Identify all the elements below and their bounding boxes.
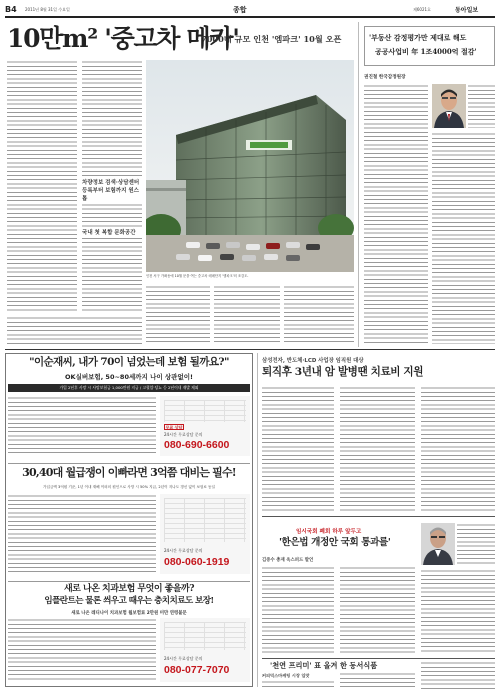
- column-headline-line1: '부동산 감정평가만 제대로 해도: [369, 33, 467, 42]
- ad2-phone[interactable]: 080-060-1919: [164, 556, 230, 568]
- ad2-side-panel: [160, 494, 250, 574]
- issue-date: 2011년 8월 31일 수요일: [25, 7, 70, 12]
- ad1-table-grid: [164, 400, 246, 422]
- column-portrait: [432, 84, 466, 128]
- ad2-band: 가입금액 3억원 기준, 1년 이내 재해 이외의 원인으로 사망 시 50% 지급, 2년이 지나도 갱신 없이 보험료 동일: [43, 485, 215, 489]
- photo-caption: 인천 서구 가좌동에 10월 문을 여는 중고차 매매단지 '엠파크'의 조감도.: [146, 274, 249, 278]
- lead-deck: 7000대 규모 인천 '엠파크' 10월 오픈: [201, 34, 342, 44]
- story4-subhead: 커피믹스마케팅 시장 입맛: [262, 673, 310, 678]
- story2-kicker: 삼성전자, 반도체·LCD 사업장 임직원 대상: [262, 358, 364, 364]
- paper-name: 동아일보: [455, 7, 479, 14]
- column-headline-line2: 공공사업비 年 1조4000억 절감': [375, 47, 477, 56]
- story2-rule: [262, 516, 495, 517]
- column-body-side: [468, 84, 495, 128]
- story3-headline: '한은법 개정안 국회 통과를': [279, 537, 391, 548]
- lead-subhead-1: 차량정보 검색·상담센터: [82, 178, 142, 186]
- ad-divider-2: [8, 581, 250, 582]
- story4-body-col1: [262, 680, 334, 689]
- lead-subhead-2: 등록부터 보험까지 원스톱: [82, 186, 142, 202]
- lead-body-col3: [146, 285, 210, 345]
- portrait-illustration: [432, 84, 466, 128]
- lower-divider: [257, 353, 258, 687]
- lead-subhead-3: 국내 첫 복합 문화공간: [82, 228, 142, 236]
- story3-body-col1: [262, 566, 334, 654]
- ad3-table-grid: [164, 622, 246, 650]
- header-rule: [5, 16, 495, 18]
- ad1-phone[interactable]: 080-690-6600: [164, 439, 230, 451]
- story4-body-col2: [340, 672, 415, 689]
- story3-body-side: [457, 523, 495, 565]
- ad3-subtitle: 새로 나온 레디나이 치과보험 월보험료 2만원 미만 연령불문: [71, 611, 187, 616]
- lead-headline: 10만m² '중고차 메카': [7, 24, 239, 53]
- story4-headline: '천연 프리미' 표 올겨 한 동서식품: [270, 661, 378, 670]
- ad3-fineprint: [8, 618, 156, 682]
- story2-body-col1: [262, 386, 334, 512]
- ad3-phone[interactable]: 080-077-7070: [164, 664, 230, 676]
- story3-body-col2: [340, 566, 415, 654]
- ad2-table-grid: [164, 498, 246, 542]
- ad2-title: 30,40대 월급쟁이 이빠라면 3억쯤 대비는 필수!: [22, 466, 236, 479]
- ad1-contact-label: 24시간 무료상담 문의: [164, 432, 203, 437]
- column-interviewee: 권진철 한국감정원장: [364, 75, 406, 80]
- lead-body-continued: [7, 316, 142, 345]
- ad1-fineprint: [8, 396, 156, 456]
- building-photo-illustration: [146, 60, 354, 272]
- column-headline-box: [364, 26, 495, 66]
- ad2-contact-label: 24시간 무료상담 문의: [164, 548, 203, 553]
- ad3-contact-label: 24시간 무료상담 문의: [164, 656, 203, 661]
- column-body-col2: [432, 132, 495, 344]
- lead-photo: [146, 60, 354, 272]
- page-header: [5, 4, 495, 16]
- story2-body-col2: [340, 386, 415, 512]
- story2-body-col3: [421, 386, 495, 512]
- page-number: B4: [5, 5, 17, 14]
- ad2-fineprint: [8, 494, 156, 574]
- column-divider: [358, 22, 359, 347]
- story3-kicker: 임시국회 폐회 하루 앞두고: [296, 529, 362, 535]
- portrait-illustration: [421, 523, 455, 565]
- section-name: 종합: [233, 6, 247, 14]
- story3-body-col3: [421, 569, 495, 654]
- ad3-side-panel: [160, 618, 250, 682]
- ad1-title: "이순재씨, 내가 70이 넘었는데 보험 될까요?": [29, 356, 229, 368]
- story3-rule: [262, 658, 495, 659]
- lead-body-col4: [214, 285, 280, 345]
- story3-portrait: [421, 523, 455, 565]
- issue-number: 제6021호: [413, 7, 431, 12]
- ad1-subtitle: OK실버보험, 50~80세까지 나이 상관없이!: [65, 373, 193, 381]
- lead-body-col5: [284, 285, 354, 345]
- ad1-benefit-table: [160, 396, 250, 456]
- story2-headline: 퇴직후 3년내 암 발병땐 치료비 지원: [262, 366, 424, 378]
- story3-byline: 김중수 총재 옥스퍼드 발언: [262, 558, 314, 563]
- ad1-free-badge: 무료 상담: [165, 425, 183, 430]
- column-body-col1: [364, 84, 428, 344]
- ad1-band: 가입 2년후 사망 시 사망보험금 1,000만원 지급 / 고혈압·당뇨 등 2년이내 재발 제외: [8, 384, 250, 392]
- ad-dental-insurance: [8, 584, 250, 684]
- lead-bottom-rule: [5, 349, 495, 350]
- story4-body-col3: [421, 661, 495, 689]
- ad-divider-1: [8, 463, 250, 464]
- ad3-title-line1: 새로 나온 치과보험 무엇이 좋을까?: [63, 584, 195, 594]
- lead-body-col1: [7, 60, 77, 312]
- ad-ok-silver: [8, 356, 250, 460]
- ad3-title-line2: 임플란트는 물론 씌우고 때우는 충치치료도 보장!: [44, 596, 214, 606]
- ad-term-insurance: [8, 466, 250, 578]
